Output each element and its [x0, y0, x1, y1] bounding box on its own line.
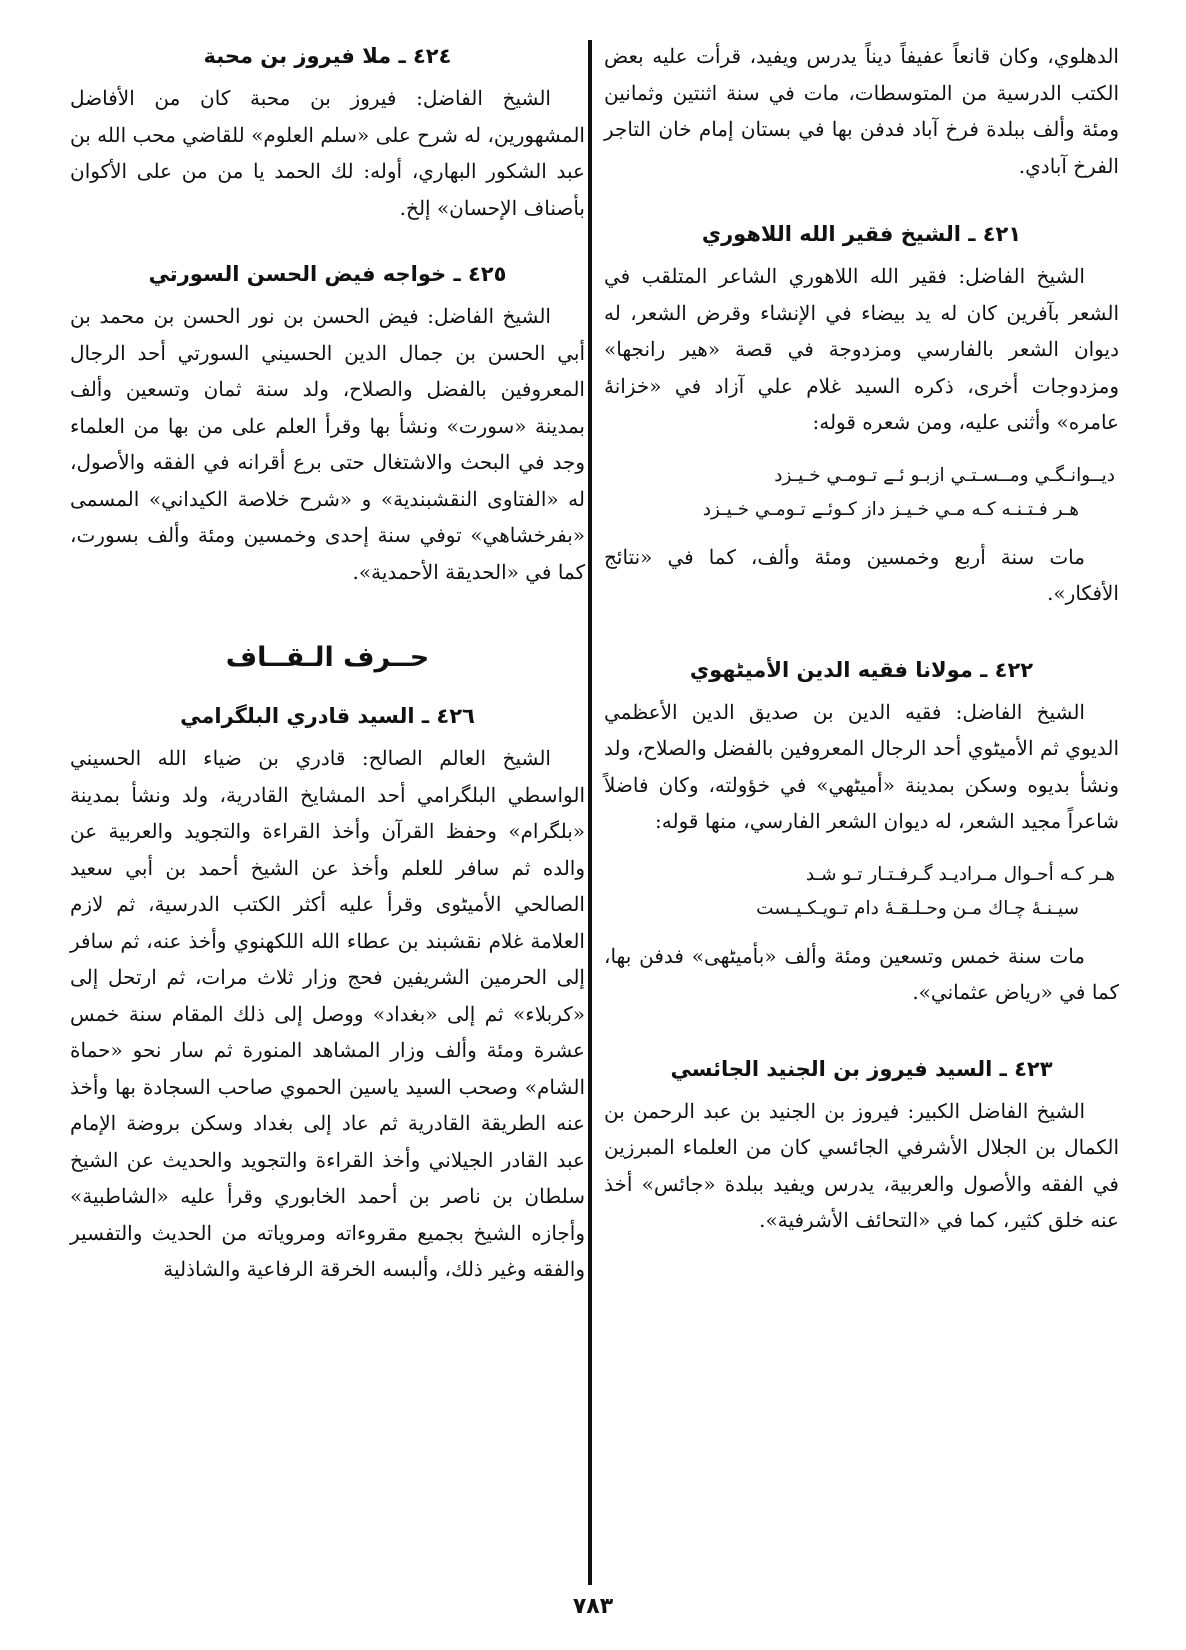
right-column: [604, 38, 1119, 1239]
entry-425-text: الشيخ الفاضل: فيض الحسن بن نور الحسن بن محمد بن أبي الحسن بن جمال الدين الحسيني السورتي أحد الرجال المعروفين بالفضل والصلاح، ولد سنة ثمان وتسعين وألف بمدينة «سورت» ونشأ بها وقرأ العلم على من بها من العلماء وجد في البحث والاشتغال حتى برع أقرانه في الفقه والأصول، له «الفتاوى النقشبندية» و «شرح خلاصة الكيداني» المسمى «بفرخشاهي» توفي سنة إحدى وخمسين ومئة وألف بسورت، كما في «الحديقة الأحمدية».: [70, 304, 585, 584]
entry-426-title: ٤٢٦ ـ السيد قادري البلگرامي: [180, 704, 475, 728]
chapter-heading: حــرف الـقــاف: [225, 642, 430, 673]
entry-421-text: الشيخ الفاضل: فقير الله اللاهوري الشاعر المتلقب في الشعر بآفرين كان له يد بيضاء في الإنشاء وقرض الشعر، له ديوان الشعر بالفارسي ومزدوجة في قصة «هير رانجها» ومزدوجات أخرى، ذكره السيد غلام علي آزاد في «خزانهٔ عامره» وأثنى عليه، ومن شعره قوله:: [604, 264, 1119, 434]
entry-422-text: الشيخ الفاضل: فقيه الدين بن صديق الدين الأعظمي الديوي ثم الأميٹوي أحد الرجال المعروفين بالفضل والصلاح، ولد ونشأ بديوه وسكن بمدينة «أميٹهي» في خؤولته، وكان فاضلاً شاعراً مجيد الشعر، له ديوان الشعر الفارسي، منها قوله:: [604, 699, 1119, 833]
left-column: [70, 38, 585, 1288]
entry-421-verse-1: ديــوانـگـي ومــسـتـي ازبـو ئـے تـومـي خـيـزد: [774, 464, 1115, 486]
entry-422-verse-2: سيـنـهٔ چـاك مـن وحـلـقـهٔ دام تـويـكـيـست: [756, 897, 1079, 919]
entry-426-text: الشيخ العالم الصالح: قادري بن ضياء الله الحسيني الواسطي البلگرامي أحد المشايخ القادرية، ولد ونشأ بمدينة «بلگرام» وحفظ القرآن وأخذ القراءة والتجويد والعربية عن والده ثم سافر للعلم وأخذ عن الشيخ أحمد بن أبي سعيد الصالحي الأميٹوى وقرأ عليه أكثر الكتب الدرسية، ثم لازم العلامة غلام نقشبند بن عطاء الله اللكهنوي وأخذ عنه، ثم سافر إلى الحرمين الشريفين فحج وزار ثلاث مرات، ثم ارتحل إلى «كربلاء» ثم إلى «بغداد» ووصل إلى ذلك المقام سنة خمس عشرة ومئة وألف وزار المشاهد المنورة ثم سار نحو «حماة الشام» وصحب السيد ياسين الحموي صاحب السجادة بها وأخذ عنه الطريقة القادرية ثم عاد إلى بغداد وسكن بروضة الإمام عبد القادر الجيلاني وأخذ القراءة والتجويد والحديث عن الشيخ سلطان بن ناصر بن أحمد الخابوري وقرأ عليه «الشاطبية» وأجازه الشيخ بجميع مقروءاته ومروياته من الحديث والتفسير والفقه وغير ذلك، وألبسه الخرقة الرفاعية والشاذلية: [70, 746, 585, 1281]
entry-423-text: الشيخ الفاضل الكبير: فيروز بن الجنيد بن عبد الرحمن بن الكمال بن الجلال الأشرفي الجائسي كان من العلماء المبرزين في الفقه والأصول والعربية، يدرس ويفيد ببلدة «جائس» أخذ عنه خلق كثير، كما في «التحائف الأشرفية».: [604, 1098, 1119, 1232]
column-divider: [588, 40, 592, 1585]
entry-422-death: مات سنة خمس وتسعين ومئة وألف «بأميٹهی» فدفن بها، كما في «رياض عثماني».: [604, 943, 1119, 1004]
entry-421-death: مات سنة أربع وخمسين ومئة وألف، كما في «نتائج الأفكار».: [604, 544, 1119, 605]
entry-425-title: ٤٢٥ ـ خواجه فيض الحسن السورتي: [148, 262, 507, 286]
page-number: ٧٨٣: [572, 1594, 614, 1619]
entry-421-title: ٤٢١ ـ الشيخ فقير الله اللاهوري: [701, 222, 1022, 246]
entry-421-verse-2: هـر فـتـنـه كـه مـي خـيـز داز كـوئـے تـومـي خـيـزد: [702, 498, 1079, 520]
entry-424-title: ٤٢٤ ـ ملا فيروز بن محبة: [203, 44, 452, 68]
entry-423-title: ٤٢٣ ـ السيد فيروز بن الجنيد الجائسي: [670, 1056, 1053, 1081]
entry-424-text: الشيخ الفاضل: فيروز بن محبة كان من الأفاضل المشهورين، له شرح على «سلم العلوم» للقاضي محب الله بن عبد الشكور البهاري، أوله: لك الحمد يا من من على الأكوان بأصناف الإحسان» إلخ.: [70, 86, 585, 220]
entry-422-title: ٤٢٢ ـ مولانا فقيه الدين الأميٹهوي: [689, 657, 1034, 682]
entry-422-verse-1: هـر كـه أحـوال مـراديـد گـرفـتـار تـو شـد: [805, 863, 1115, 885]
continued-paragraph: الدهلوي، وكان قانعاً عفيفاً ديناً يدرس ويفيد، قرأت عليه بعض الكتب الدرسية من المتوسطات، مات في سنة اثنتين وثمانين ومئة وألف ببلدة فرخ آباد فدفن بها في بستان إمام خان التاجر الفرخ آبادي.: [604, 44, 1119, 178]
